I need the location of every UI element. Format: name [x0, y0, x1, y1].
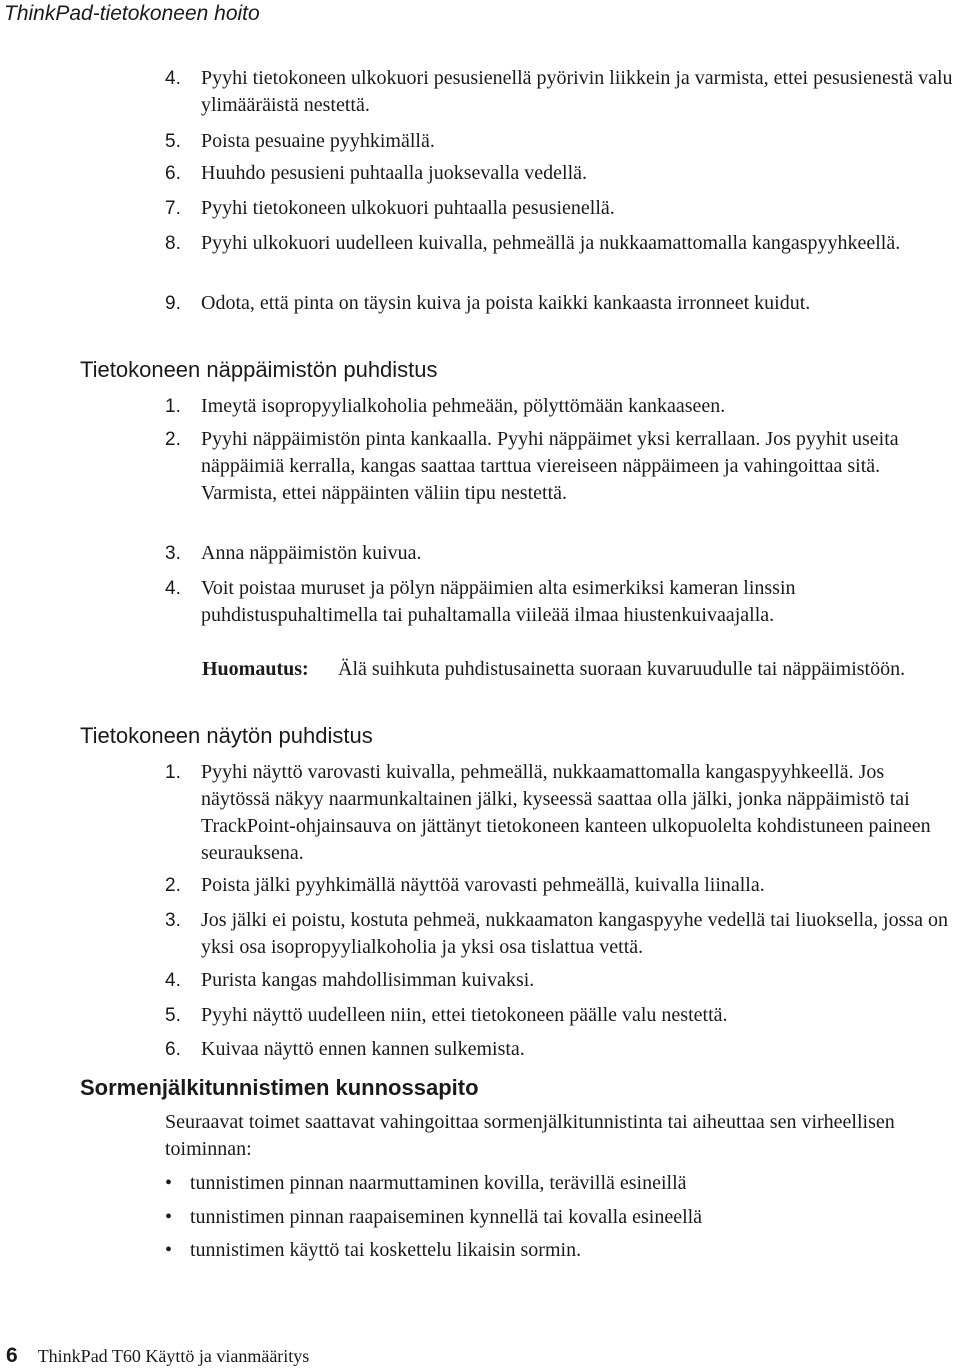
bullet-item [165, 1170, 945, 1197]
section-heading-fingerprint: Sormenjälkitunnistimen kunnossapito [80, 1075, 479, 1100]
list-item [165, 967, 955, 994]
list-item [165, 290, 955, 317]
list-number: 9. [165, 293, 181, 314]
bullet-item [165, 1204, 945, 1231]
bullet-item [165, 1237, 945, 1264]
bullet-text: tunnistimen pinnan naarmuttaminen kovilla, terävillä esineillä [190, 1172, 687, 1194]
list-text: Anna näppäimistön kuivua. [201, 542, 422, 564]
list-number: 5. [165, 131, 181, 152]
list-text: Odota, että pinta on täysin kuiva ja poista kaikki kankaasta irronneet kuidut. [201, 292, 811, 314]
list-text: Jos jälki ei poistu, kostuta pehmeä, nukkaamaton kangaspyyhe vedellä tai liuoksella, jossa on yksi osa isopropyylialkoholia ja yksi osa tislattua vettä. [201, 909, 949, 958]
list-text: Poista pesuaine pyyhkimällä. [201, 130, 435, 152]
bullet-icon: • [165, 1172, 173, 1194]
running-head: ThinkPad-tietokoneen hoito [4, 2, 260, 25]
list-text: Kuivaa näyttö ennen kannen sulkemista. [201, 1038, 525, 1060]
bullet-icon: • [165, 1206, 173, 1228]
list-number: 3. [165, 543, 181, 564]
list-number: 6. [165, 163, 181, 184]
list-item [165, 1036, 955, 1063]
bullet-text: tunnistimen käyttö tai koskettelu likaisin sormin. [190, 1239, 582, 1261]
section-heading-display: Tietokoneen näytön puhdistus [80, 723, 373, 748]
list-text: Pyyhi ulkokuori uudelleen kuivalla, pehmeällä ja nukkaamattomalla kangaspyyhkeellä. [201, 232, 901, 254]
list-number: 1. [165, 762, 181, 783]
list-item [165, 128, 955, 155]
list-item [165, 907, 955, 961]
list-item [165, 393, 955, 420]
list-text: Purista kangas mahdollisimman kuivaksi. [201, 969, 535, 991]
list-item [165, 1002, 955, 1029]
list-item [165, 65, 955, 119]
intro-paragraph: Seuraavat toimet saattavat vahingoittaa sormenjälkitunnistinta tai aiheuttaa sen virheellisen toiminnan: [165, 1111, 895, 1160]
list-item [165, 426, 955, 507]
list-number: 4. [165, 578, 181, 599]
list-text: Poista jälki pyyhkimällä näyttöä varovasti pehmeällä, kuivalla liinalla. [201, 874, 765, 896]
bullet-text: tunnistimen pinnan raapaiseminen kynnellä tai kovalla esineellä [190, 1206, 703, 1228]
list-text: Pyyhi näyttö uudelleen niin, ettei tietokoneen päälle valu nestettä. [201, 1004, 728, 1026]
book-title: ThinkPad T60 Käyttö ja vianmääritys [37, 1346, 310, 1366]
list-item [165, 575, 955, 629]
list-item [165, 872, 955, 899]
list-item [165, 230, 955, 257]
list-number: 1. [165, 396, 181, 417]
list-text: Imeytä isopropyylialkoholia pehmeään, pölyttömään kankaaseen. [201, 395, 726, 417]
page-number: 6 [6, 1344, 18, 1367]
list-text: Pyyhi tietokoneen ulkokuori puhtaalla pesusienellä. [201, 197, 615, 219]
list-text: Pyyhi näppäimistön pinta kankaalla. Pyyhi näppäimet yksi kerrallaan. Jos pyyhit useita näppäimiä kerralla, kangas saattaa tarttua viereiseen näppäimeen ja vahingoittaa sitä. Varmista, ettei näppäinten väliin tipu nestettä. [201, 428, 899, 504]
list-number: 4. [165, 970, 181, 991]
list-number: 2. [165, 429, 181, 450]
list-number: 3. [165, 910, 181, 931]
list-number: 2. [165, 875, 181, 896]
bullet-icon: • [165, 1239, 173, 1261]
list-text: Voit poistaa muruset ja pölyn näppäimien alta esimerkiksi kameran linssin puhdistuspuhaltimella tai puhaltamalla viileää ilmaa hiustenkuivaajalla. [201, 577, 796, 626]
list-item [165, 160, 955, 187]
section-heading-keyboard: Tietokoneen näppäimistön puhdistus [80, 357, 438, 382]
list-number: 5. [165, 1005, 181, 1026]
note-text: Älä suihkuta puhdistusainetta suoraan kuvaruudulle tai näppäimistöön. [338, 658, 906, 680]
list-number: 8. [165, 233, 181, 254]
list-number: 6. [165, 1039, 181, 1060]
list-item [165, 195, 955, 222]
page-footer [6, 1344, 309, 1368]
list-number: 4. [165, 68, 181, 89]
list-text: Huuhdo pesusieni puhtaalla juoksevalla vedellä. [201, 162, 588, 184]
list-item [165, 540, 955, 567]
list-text: Pyyhi näyttö varovasti kuivalla, pehmeällä, nukkaamattomalla kangaspyyhkeellä. Jos näytössä näkyy naarmunkaltainen jälki, kyseessä saattaa olla jälki, jonka näppäimistö tai TrackPoint-ohjainsauva on jättänyt tietokoneen kanteen ulkopuolelta kohdistuneen paineen seurauksena. [201, 761, 931, 864]
list-text: Pyyhi tietokoneen ulkokuori pesusienellä pyörivin liikkein ja varmista, ettei pesusienestä valu ylimääräistä nestettä. [201, 67, 953, 116]
list-number: 7. [165, 198, 181, 219]
note [202, 655, 942, 683]
note-label: Huomautus: [202, 658, 309, 680]
list-item [165, 759, 955, 867]
